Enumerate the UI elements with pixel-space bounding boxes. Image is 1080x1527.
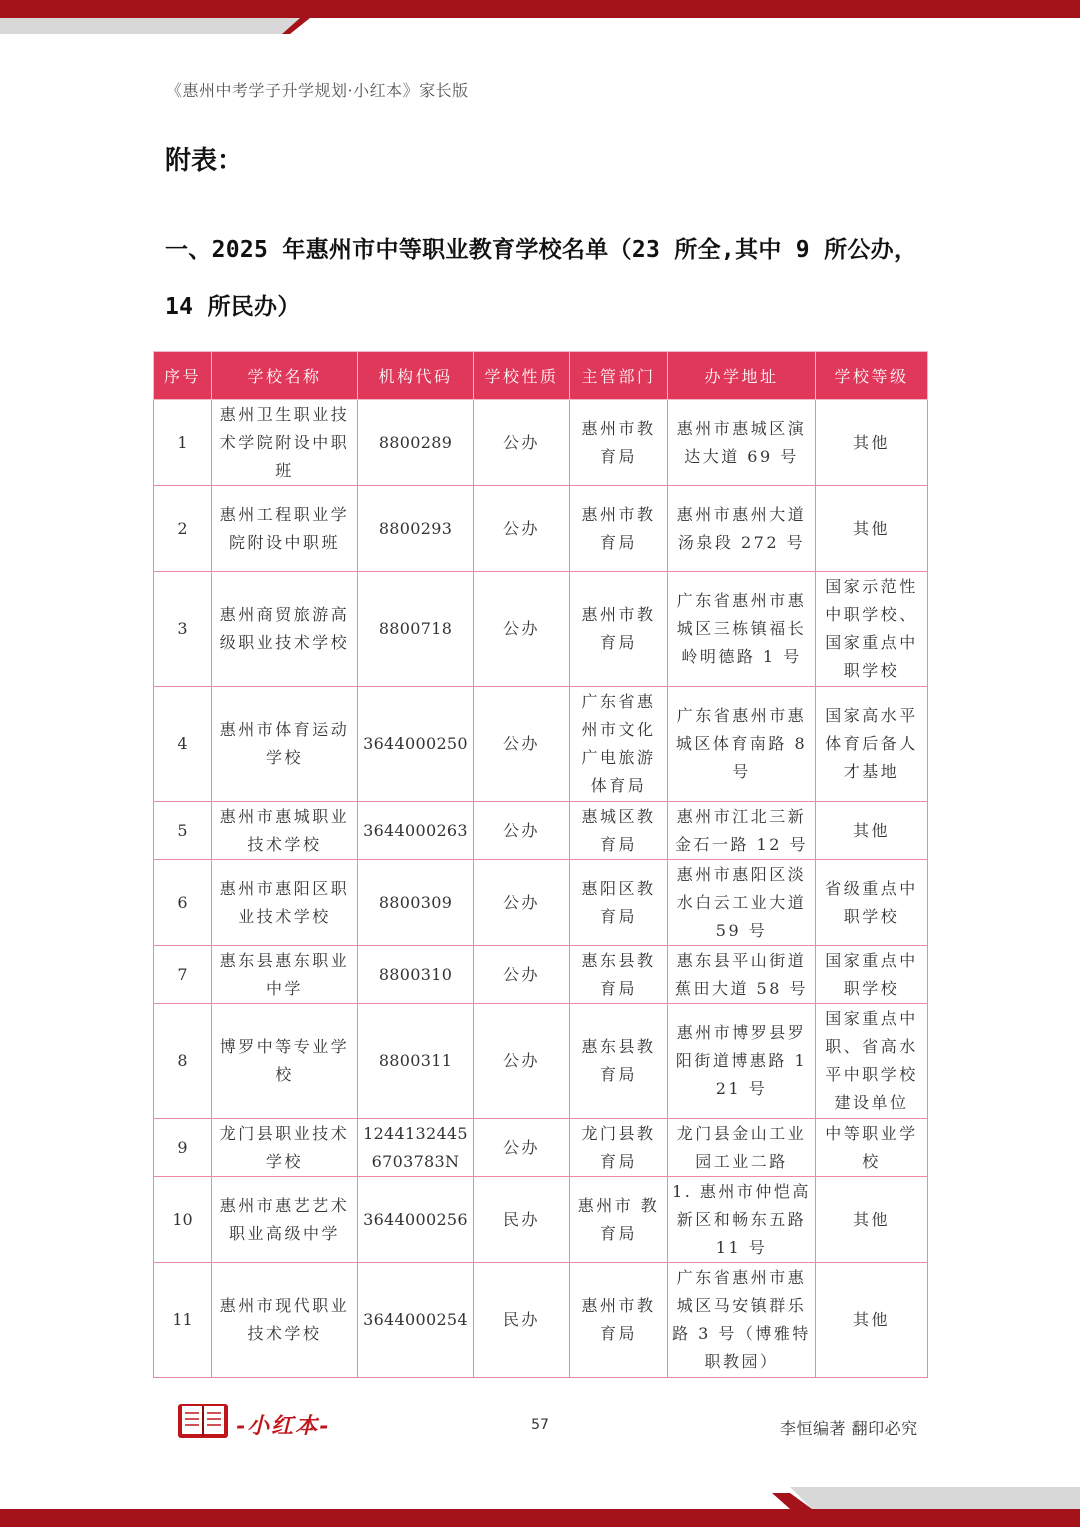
cell-no: 3: [154, 572, 212, 687]
cell-level: 国家示范性中职学校、国家重点中职学校: [816, 572, 928, 687]
cell-dept: 龙门县教育局: [570, 1119, 668, 1177]
column-header: 学校等级: [816, 352, 928, 400]
cell-code: 3644000263: [358, 802, 474, 860]
table-row: [154, 1177, 928, 1263]
cell-no: 4: [154, 687, 212, 802]
column-header: 主管部门: [570, 352, 668, 400]
cell-no: 9: [154, 1119, 212, 1177]
school-list-table: [153, 351, 928, 1378]
cell-level: 其他: [816, 1177, 928, 1263]
cell-no: 10: [154, 1177, 212, 1263]
cell-address: 惠州市博罗县罗阳街道博惠路 121 号: [668, 1004, 816, 1119]
cell-nature: 公办: [474, 687, 570, 802]
cell-dept: 惠城区教育局: [570, 802, 668, 860]
cell-level: 国家重点中职、省高水平中职学校建设单位: [816, 1004, 928, 1119]
cell-nature: 公办: [474, 486, 570, 572]
cell-address: 惠州市江北三新金石一路 12 号: [668, 802, 816, 860]
cell-nature: 公办: [474, 1119, 570, 1177]
cell-nature: 公办: [474, 946, 570, 1004]
cell-code: 12441324456703783N: [358, 1119, 474, 1177]
table-row: [154, 1119, 928, 1177]
column-header: 机构代码: [358, 352, 474, 400]
cell-level: 国家重点中职学校: [816, 946, 928, 1004]
column-header: 序号: [154, 352, 212, 400]
cell-nature: 公办: [474, 572, 570, 687]
cell-name: 惠州市体育运动学校: [212, 687, 358, 802]
cell-no: 8: [154, 1004, 212, 1119]
table-row: [154, 486, 928, 572]
cell-no: 6: [154, 860, 212, 946]
cell-nature: 公办: [474, 860, 570, 946]
bottom-decoration-band: [0, 1487, 1080, 1527]
cell-level: 其他: [816, 802, 928, 860]
column-header: 学校名称: [212, 352, 358, 400]
cell-code: 8800309: [358, 860, 474, 946]
column-header: 办学地址: [668, 352, 816, 400]
cell-name: 惠州市惠城职业技术学校: [212, 802, 358, 860]
cell-dept: 惠东县教育局: [570, 1004, 668, 1119]
cell-level: 其他: [816, 1263, 928, 1378]
table-row: [154, 1263, 928, 1378]
section-title: 一、2025 年惠州市中等职业教育学校名单（23 所全,其中 9 所公办，14 所民办）: [165, 237, 918, 320]
table-row: [154, 572, 928, 687]
cell-code: 3644000250: [358, 687, 474, 802]
cell-dept: 惠州市 教育局: [570, 1177, 668, 1263]
table-row: [154, 802, 928, 860]
table-row: [154, 1004, 928, 1119]
cell-code: 8800718: [358, 572, 474, 687]
cell-dept: 惠州市教育局: [570, 400, 668, 486]
cell-dept: 惠州市教育局: [570, 572, 668, 687]
cell-no: 1: [154, 400, 212, 486]
cell-name: 惠州卫生职业技术学院附设中职班: [212, 400, 358, 486]
cell-nature: 民办: [474, 1263, 570, 1378]
cell-address: 龙门县金山工业园工业二路: [668, 1119, 816, 1177]
cell-dept: 惠州市教育局: [570, 486, 668, 572]
cell-dept: 惠州市教育局: [570, 1263, 668, 1378]
cell-address: 广东省惠州市惠城区体育南路 8 号: [668, 687, 816, 802]
cell-nature: 民办: [474, 1177, 570, 1263]
cell-name: 惠州市惠艺艺术职业高级中学: [212, 1177, 358, 1263]
cell-name: 惠东县惠东职业中学: [212, 946, 358, 1004]
cell-nature: 公办: [474, 400, 570, 486]
cell-dept: 惠阳区教育局: [570, 860, 668, 946]
column-header: 学校性质: [474, 352, 570, 400]
table-header-row: [154, 352, 928, 400]
cell-nature: 公办: [474, 802, 570, 860]
table-row: [154, 946, 928, 1004]
cell-no: 5: [154, 802, 212, 860]
table-row: [154, 860, 928, 946]
cell-code: 8800293: [358, 486, 474, 572]
cell-name: 惠州市惠阳区职业技术学校: [212, 860, 358, 946]
cell-nature: 公办: [474, 1004, 570, 1119]
cell-address: 广东省惠州市惠城区马安镇群乐路 3 号（博雅特职教园）: [668, 1263, 816, 1378]
cell-address: 惠州市惠阳区淡水白云工业大道 59 号: [668, 860, 816, 946]
appendix-title: 附表：: [165, 146, 244, 176]
cell-code: 8800289: [358, 400, 474, 486]
cell-level: 中等职业学校: [816, 1119, 928, 1177]
top-decoration-band: [0, 0, 1080, 34]
table-row: [154, 687, 928, 802]
cell-name: 博罗中等专业学校: [212, 1004, 358, 1119]
cell-name: 惠州商贸旅游高级职业技术学校: [212, 572, 358, 687]
cell-level: 省级重点中职学校: [816, 860, 928, 946]
cell-code: 3644000254: [358, 1263, 474, 1378]
cell-dept: 广东省惠州市文化广电旅游体育局: [570, 687, 668, 802]
running-header: 《惠州中考学子升学规划·小红本》家长版: [166, 81, 469, 100]
cell-code: 8800311: [358, 1004, 474, 1119]
cell-level: 国家高水平体育后备人才基地: [816, 687, 928, 802]
cell-address: 广东省惠州市惠城区三栋镇福长岭明德路 1 号: [668, 572, 816, 687]
footer-logo-text: -小红本-: [236, 1413, 331, 1439]
cell-address: 惠州市惠城区演达大道 69 号: [668, 400, 816, 486]
cell-address: 惠东县平山街道蕉田大道 58 号: [668, 946, 816, 1004]
copyright-note: 李恒编著 翻印必究: [780, 1419, 918, 1438]
cell-name: 龙门县职业技术学校: [212, 1119, 358, 1177]
cell-dept: 惠东县教育局: [570, 946, 668, 1004]
cell-level: 其他: [816, 400, 928, 486]
cell-address: 惠州市惠州大道汤泉段 272 号: [668, 486, 816, 572]
cell-address: 1. 惠州市仲恺高新区和畅东五路 11 号: [668, 1177, 816, 1263]
cell-level: 其他: [816, 486, 928, 572]
cell-code: 3644000256: [358, 1177, 474, 1263]
cell-code: 8800310: [358, 946, 474, 1004]
cell-no: 7: [154, 946, 212, 1004]
page-number: 57: [531, 1417, 549, 1433]
cell-no: 2: [154, 486, 212, 572]
cell-name: 惠州市现代职业技术学校: [212, 1263, 358, 1378]
cell-name: 惠州工程职业学院附设中职班: [212, 486, 358, 572]
table-row: [154, 400, 928, 486]
cell-no: 11: [154, 1263, 212, 1378]
